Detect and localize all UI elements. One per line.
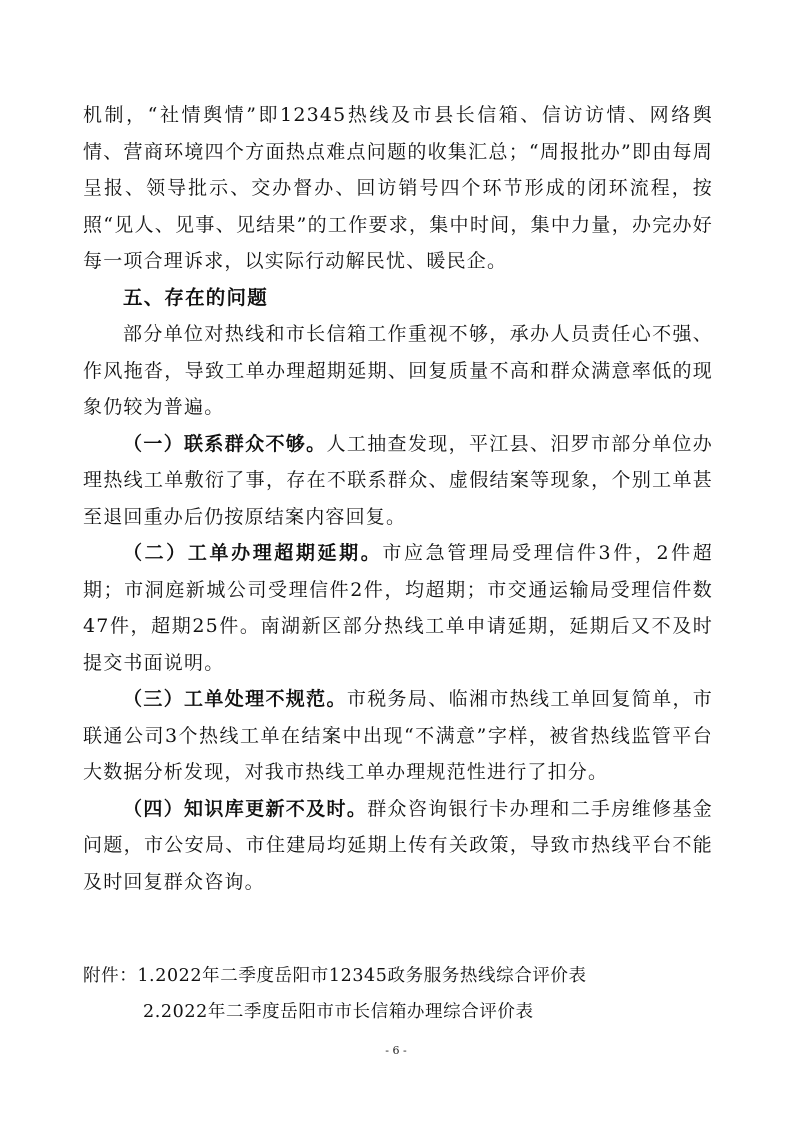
issue-text-2: 市应急管理局受理信件3件，2件超期；市洞庭新城公司受理信件2件，均超期；市交通运输局受理信件数47件，超期25件。南湖新区部分热线工单申请延期，延期后又不及时提交书面说明。 bbox=[83, 542, 713, 674]
page-number: - 6 - bbox=[385, 1044, 407, 1057]
issue-text-3: 市税务局、临湘市热线工单回复简单，市联通公司3个热线工单在结案中出现“不满意”字样，被省热线监管平台大数据分析发现，对我市热线工单办理规范性进行了扣分。 bbox=[83, 688, 714, 783]
summary-paragraph: 部分单位对热线和市长信箱工作重视不够，承办人员责任心不强、作风拖沓，导致工单办理超期延期、回复质量不高和群众满意率低的现象仍较为普遍。 bbox=[83, 323, 713, 418]
issue-paragraph-1 bbox=[83, 426, 713, 536]
issue-text-1: 人工抽查发现，平江县、汨罗市部分单位办理热线工单敷衍了事，存在不联系群众、虚假结案等现象，个别工单甚至退回重办后仍按原结案内容回复。 bbox=[83, 432, 713, 528]
document-body bbox=[83, 97, 713, 900]
issue-lead-3: （三）工单处理不规范。 bbox=[123, 688, 347, 710]
issue-lead-1: （一）联系群众不够。 bbox=[123, 432, 327, 455]
issue-lead-2: （二）工单办理超期延期。 bbox=[123, 542, 383, 564]
issue-paragraph-3 bbox=[83, 681, 713, 791]
attachments-label: 附件： bbox=[83, 966, 138, 986]
issue-lead-4: （四）知识库更新不及时。 bbox=[123, 797, 368, 820]
intro-paragraph: 机制，“社情舆情”即12345热线及市县长信箱、信访访情、网络舆情、营商环境四个方面热点难点问题的收集汇总；“周报批办”即由每周呈报、领导批示、交办督办、回访销号四个环节形成的闭环流程，按照“见人、见事、见结果”的工作要求，集中时间，集中力量，办完办好每一项合理诉求，以实际行动解民忧、暖民企。 bbox=[83, 104, 713, 272]
attachments-block bbox=[83, 958, 723, 1030]
issue-paragraph-4 bbox=[83, 791, 713, 901]
attachment-item-1: 1.2022年二季度岳阳市12345政务服务热线综合评价表 bbox=[137, 966, 587, 986]
issue-text-4: 群众咨询银行卡办理和二手房维修基金问题，市公安局、市住建局均延期上传有关政策，导致市热线平台不能及时回复群众咨询。 bbox=[83, 797, 713, 893]
section-heading: 五、存在的问题 bbox=[123, 285, 268, 309]
issue-paragraph-2 bbox=[83, 535, 713, 681]
attachment-item-2: 2.2022年二季度岳阳市市长信箱办理综合评价表 bbox=[143, 1002, 534, 1022]
